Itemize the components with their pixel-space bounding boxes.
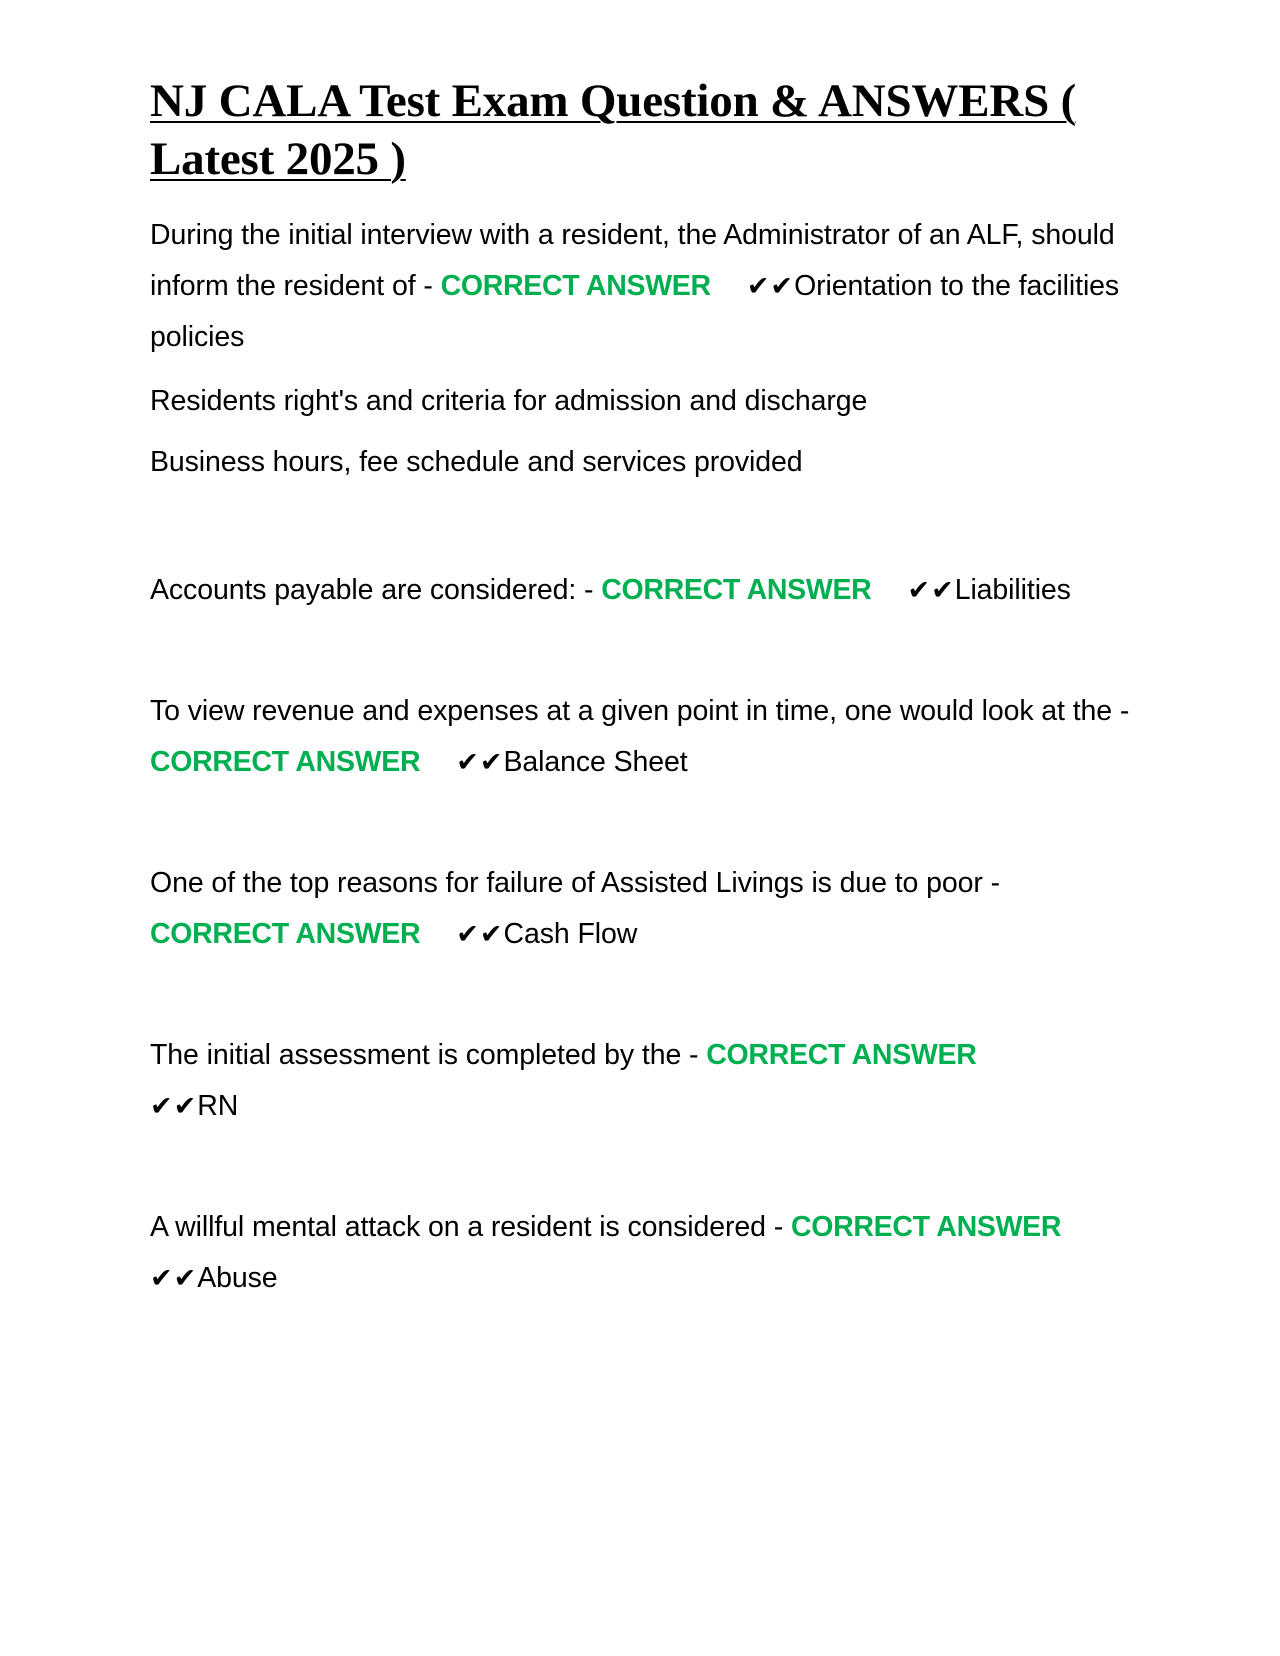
qa-item-6 <box>150 1202 1135 1304</box>
correct-answer-label: CORRECT ANSWER <box>706 1039 977 1071</box>
qa-item-2 <box>150 565 1135 616</box>
double-checkmark-icon: ✔✔ <box>456 747 504 778</box>
correct-answer-label: CORRECT ANSWER <box>440 270 711 302</box>
double-checkmark-icon: ✔✔ <box>150 1263 198 1294</box>
qa-paragraph <box>150 858 1135 960</box>
question-text: One of the top reasons for failure of Assisted Livings is due to poor - <box>150 867 1000 899</box>
correct-answer-label: CORRECT ANSWER <box>150 918 421 950</box>
answer-text: Cash Flow <box>503 918 638 950</box>
qa-paragraph <box>150 565 1135 616</box>
answer-text: Liabilities <box>954 574 1071 606</box>
qa-paragraph <box>150 1202 1135 1304</box>
qa-item-3 <box>150 686 1135 788</box>
correct-answer-label: CORRECT ANSWER <box>601 574 872 606</box>
question-text: Accounts payable are considered: - <box>150 574 594 606</box>
question-text: During the initial interview with a resident, the Administrator of an ALF, should inform the resident of - <box>150 219 1115 302</box>
answer-text: Orientation to the facilities policies <box>150 270 1120 353</box>
double-checkmark-icon: ✔✔ <box>150 1091 198 1122</box>
document-page <box>150 72 1135 1304</box>
qa-paragraph <box>150 1030 1135 1132</box>
qa-item-5 <box>150 1030 1135 1132</box>
correct-answer-label: CORRECT ANSWER <box>150 746 421 778</box>
answer-text: Balance Sheet <box>503 746 688 778</box>
qa-item-4 <box>150 858 1135 960</box>
double-checkmark-icon: ✔✔ <box>746 271 795 302</box>
qa-paragraph <box>150 210 1135 363</box>
qa-paragraph <box>150 686 1135 788</box>
correct-answer-label: CORRECT ANSWER <box>790 1211 1062 1243</box>
question-text: The initial assessment is completed by the - <box>150 1039 699 1071</box>
question-text: A willful mental attack on a resident is considered - <box>150 1211 784 1243</box>
answer-extra-line: Business hours, fee schedule and services provided <box>150 446 803 478</box>
answer-extra-line: Residents right's and criteria for admission and discharge <box>150 385 868 417</box>
answer-text: RN <box>197 1090 239 1122</box>
question-text: To view revenue and expenses at a given point in time, one would look at the - <box>150 695 1130 727</box>
double-checkmark-icon: ✔✔ <box>456 919 504 950</box>
document-title: NJ CALA Test Exam Question & ANSWERS ( Latest 2025 ) <box>150 75 1077 185</box>
double-checkmark-icon: ✔✔ <box>907 575 955 606</box>
answer-text: Abuse <box>197 1262 278 1294</box>
qa-item-1 <box>150 210 1135 488</box>
